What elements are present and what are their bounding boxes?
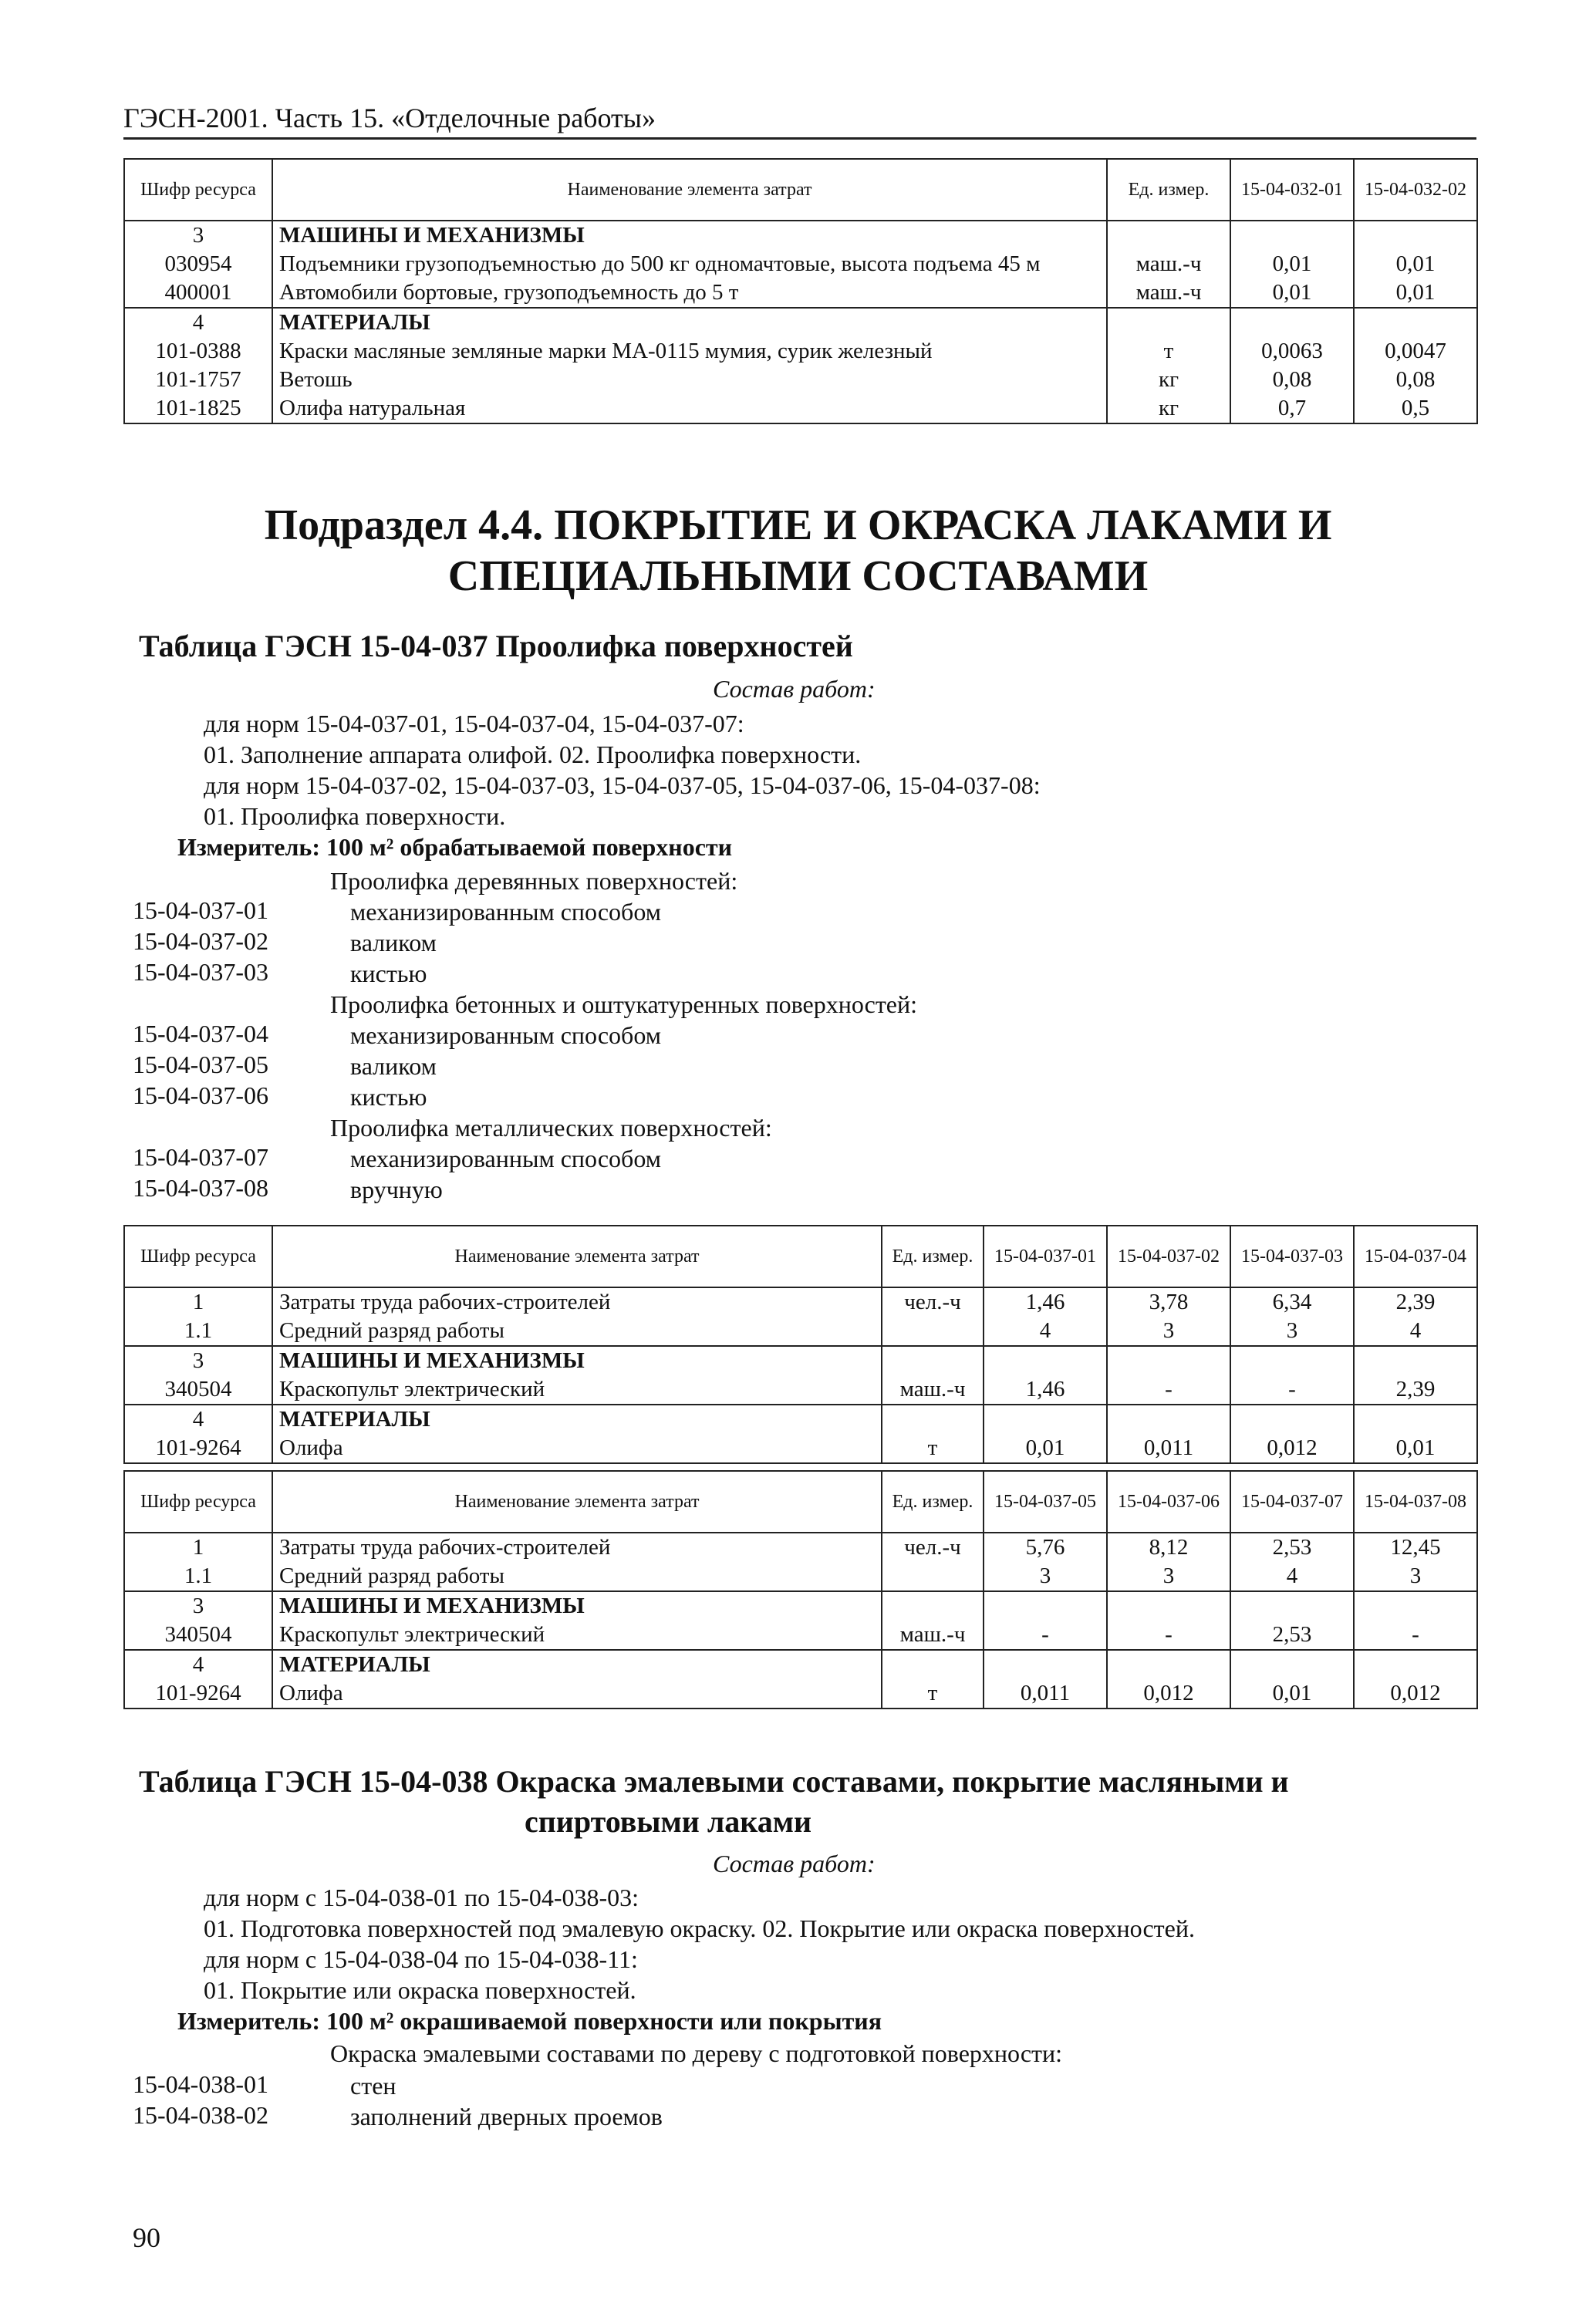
table-037-title: Таблица ГЭСН 15-04-037 Проолифка поверхностей (139, 629, 853, 663)
norm-value: - (1230, 1375, 1354, 1405)
norm-description: кистью (350, 960, 427, 987)
measure-038: Измеритель: 100 м² окрашиваемой поверхности или покрытия (177, 2007, 882, 2035)
norm-value: 0,5 (1354, 394, 1477, 423)
table-row (124, 250, 1477, 278)
norm-value: 0,01 (1354, 278, 1477, 308)
norm-code: 15-04-038-01 (133, 2070, 268, 2098)
column-header: 15-04-032-02 (1354, 159, 1477, 221)
norm-value: 0,08 (1354, 366, 1477, 394)
cost-element: Средний разряд работы (272, 1562, 882, 1591)
norm-value: 4 (1354, 1317, 1477, 1346)
resource-code: 400001 (124, 278, 272, 308)
norm-code: 15-04-037-08 (133, 1174, 268, 1202)
unit: маш.-ч (1107, 278, 1230, 308)
norm-value (1230, 1346, 1354, 1375)
table-row (124, 278, 1477, 308)
resource-code: 101-1825 (124, 394, 272, 423)
norm-value: 1,46 (984, 1375, 1107, 1405)
composition-line: 01. Покрытие или окраска поверхностей. (204, 1976, 636, 2004)
norm-code: 15-04-037-01 (133, 896, 268, 924)
resource-code: 1.1 (124, 1317, 272, 1346)
table-header-row (124, 1226, 1477, 1287)
norm-value: 0,012 (1354, 1679, 1477, 1709)
norm-value (984, 1650, 1107, 1679)
norm-code: 15-04-037-03 (133, 958, 268, 986)
norm-value (984, 1346, 1107, 1375)
composition-line: 01. Проолифка поверхности. (204, 802, 506, 830)
norm-value: 2,53 (1230, 1533, 1354, 1562)
norm-code: 15-04-037-07 (133, 1143, 268, 1171)
table-row (124, 1287, 1477, 1317)
column-header: Ед. измер. (882, 1226, 984, 1287)
composition-line: для норм с 15-04-038-04 по 15-04-038-11: (204, 1945, 638, 1973)
table-row (124, 1533, 1477, 1562)
resource-code: 101-9264 (124, 1434, 272, 1463)
norm-value: - (1107, 1621, 1230, 1650)
norm-value: 0,0063 (1230, 337, 1354, 366)
group-heading: Проолифка металлических поверхностей: (330, 1114, 772, 1142)
norm-description: механизированным способом (350, 898, 661, 926)
norm-code: 15-04-037-06 (133, 1081, 268, 1109)
norm-value: - (984, 1621, 1107, 1650)
measure-037: Измеритель: 100 м² обрабатываемой поверхности (177, 833, 733, 861)
column-header: 15-04-037-05 (984, 1471, 1107, 1533)
unit (1107, 308, 1230, 337)
section-row (124, 1405, 1477, 1434)
norm-code: 15-04-037-05 (133, 1051, 268, 1078)
norm-value: 0,011 (984, 1679, 1107, 1709)
cost-element: МАТЕРИАЛЫ (272, 1405, 882, 1434)
group-heading: Проолифка деревянных поверхностей: (330, 867, 738, 895)
column-header: 15-04-037-03 (1230, 1226, 1354, 1287)
norm-value: 4 (1230, 1562, 1354, 1591)
norm-value (1230, 221, 1354, 250)
table-15-04-037-01-04 (123, 1225, 1478, 1464)
group-heading: Проолифка бетонных и оштукатуренных поверхностей: (330, 990, 918, 1018)
norm-description: механизированным способом (350, 1021, 661, 1049)
column-header: 15-04-037-06 (1107, 1471, 1230, 1533)
norm-value (1107, 1405, 1230, 1434)
norm-value: 12,45 (1354, 1533, 1477, 1562)
cost-element: Краскопульт электрический (272, 1621, 882, 1650)
norm-value: 5,76 (984, 1533, 1107, 1562)
column-header: Ед. измер. (1107, 159, 1230, 221)
resource-code: 101-1757 (124, 366, 272, 394)
norm-value: 0,01 (984, 1434, 1107, 1463)
resource-code: 3 (124, 1346, 272, 1375)
table-038-title-line2: спиртовыми лаками (525, 1804, 811, 1839)
norm-value: 3 (1230, 1317, 1354, 1346)
norm-value: 0,01 (1354, 1434, 1477, 1463)
table-row (124, 1375, 1477, 1405)
unit: кг (1107, 366, 1230, 394)
subsection-title-line2: СПЕЦИАЛЬНЫМИ СОСТАВАМИ (447, 552, 1149, 600)
composition-line: для норм 15-04-037-01, 15-04-037-04, 15-04-037-07: (204, 710, 744, 737)
norm-value: - (1107, 1375, 1230, 1405)
norm-value: 8,12 (1107, 1533, 1230, 1562)
unit: чел.-ч (882, 1287, 984, 1317)
norm-value: 3,78 (1107, 1287, 1230, 1317)
section-row (124, 1346, 1477, 1375)
norm-description: стен (350, 2072, 396, 2100)
table-row (124, 1562, 1477, 1591)
composition-label-037: Состав работ: (713, 675, 876, 703)
resource-code: 1.1 (124, 1562, 272, 1591)
resource-code: 030954 (124, 250, 272, 278)
cost-element: МАТЕРИАЛЫ (272, 1650, 882, 1679)
norm-description: заполнений дверных проемов (350, 2103, 663, 2130)
resource-code: 101-9264 (124, 1679, 272, 1709)
column-header: Наименование элемента затрат (272, 1226, 882, 1287)
resource-code: 4 (124, 1650, 272, 1679)
norm-value: 0,01 (1354, 250, 1477, 278)
norm-value: 2,39 (1354, 1375, 1477, 1405)
norm-value (1107, 1650, 1230, 1679)
norm-value: 0,01 (1230, 1679, 1354, 1709)
unit: т (882, 1679, 984, 1709)
norm-value: 6,34 (1230, 1287, 1354, 1317)
unit: чел.-ч (882, 1533, 984, 1562)
norm-value (1354, 221, 1477, 250)
cost-element: Краскопульт электрический (272, 1375, 882, 1405)
norm-value (1107, 1346, 1230, 1375)
norm-value (984, 1591, 1107, 1621)
cost-element: МАШИНЫ И МЕХАНИЗМЫ (272, 221, 1107, 250)
unit (882, 1562, 984, 1591)
norm-value: 0,01 (1230, 250, 1354, 278)
norm-value: 0,08 (1230, 366, 1354, 394)
header-rule (123, 137, 1476, 140)
cost-element: Подъемники грузоподъемностью до 500 кг одномачтовые, высота подъема 45 м (272, 250, 1107, 278)
resource-code: 3 (124, 221, 272, 250)
norm-value (1230, 1405, 1354, 1434)
norm-value: 0,01 (1230, 278, 1354, 308)
norm-value: 0,012 (1107, 1679, 1230, 1709)
column-header: 15-04-037-01 (984, 1226, 1107, 1287)
unit: маш.-ч (882, 1621, 984, 1650)
norm-code: 15-04-037-02 (133, 927, 268, 955)
table-15-04-037-05-08 (123, 1470, 1478, 1709)
column-header: Ед. измер. (882, 1471, 984, 1533)
unit: т (882, 1434, 984, 1463)
section-row (124, 1650, 1477, 1679)
norm-description: валиком (350, 1052, 437, 1080)
unit (882, 1591, 984, 1621)
column-header: Шифр ресурса (124, 159, 272, 221)
column-header: Наименование элемента затрат (272, 159, 1107, 221)
cost-element: Олифа (272, 1679, 882, 1709)
table-038-title-line1: Таблица ГЭСН 15-04-038 Окраска эмалевыми составами, покрытие масляными и (139, 1764, 1289, 1799)
column-header: 15-04-032-01 (1230, 159, 1354, 221)
page-number: 90 (133, 2222, 160, 2253)
norm-code: 15-04-037-04 (133, 1020, 268, 1047)
table-header-row (124, 1471, 1477, 1533)
column-header: Шифр ресурса (124, 1226, 272, 1287)
resource-code: 101-0388 (124, 337, 272, 366)
column-header: 15-04-037-02 (1107, 1226, 1230, 1287)
column-header: Наименование элемента затрат (272, 1471, 882, 1533)
subsection-title-line1: Подраздел 4.4. ПОКРЫТИЕ И ОКРАСКА ЛАКАМИ И (264, 501, 1332, 549)
composition-line: для норм с 15-04-038-01 по 15-04-038-03: (204, 1884, 639, 1911)
norm-description: кистью (350, 1083, 427, 1111)
cost-element: Средний разряд работы (272, 1317, 882, 1346)
norm-value (1354, 1591, 1477, 1621)
cost-element: Олифа (272, 1434, 882, 1463)
column-header: 15-04-037-08 (1354, 1471, 1477, 1533)
norm-value: 0,012 (1230, 1434, 1354, 1463)
unit: кг (1107, 394, 1230, 423)
group-heading-038: Окраска эмалевыми составами по дереву с подготовкой поверхности: (330, 2039, 1063, 2067)
norm-value (1230, 1650, 1354, 1679)
norm-value (1354, 1346, 1477, 1375)
composition-line: 01. Заполнение аппарата олифой. 02. Проолифка поверхности. (204, 740, 862, 768)
resource-code: 1 (124, 1533, 272, 1562)
norm-value (1354, 1405, 1477, 1434)
cost-element: МАШИНЫ И МЕХАНИЗМЫ (272, 1346, 882, 1375)
norm-value (1354, 1650, 1477, 1679)
table-row (124, 1434, 1477, 1463)
cost-element: Олифа натуральная (272, 394, 1107, 423)
table-15-04-032 (123, 158, 1478, 424)
resource-code: 4 (124, 308, 272, 337)
norm-value: - (1354, 1621, 1477, 1650)
norm-value: 0,011 (1107, 1434, 1230, 1463)
norm-value: 0,0047 (1354, 337, 1477, 366)
unit (882, 1650, 984, 1679)
column-header: Шифр ресурса (124, 1471, 272, 1533)
running-header: ГЭСН-2001. Часть 15. «Отделочные работы» (123, 103, 656, 133)
norm-value: 3 (984, 1562, 1107, 1591)
cost-element: Краски масляные земляные марки МА-0115 мумия, сурик железный (272, 337, 1107, 366)
column-header: 15-04-037-04 (1354, 1226, 1477, 1287)
norm-value: 3 (1354, 1562, 1477, 1591)
section-row (124, 308, 1477, 337)
resource-code: 340504 (124, 1621, 272, 1650)
table-row (124, 366, 1477, 394)
cost-element: Затраты труда рабочих-строителей (272, 1533, 882, 1562)
column-header: 15-04-037-07 (1230, 1471, 1354, 1533)
norm-value (984, 1405, 1107, 1434)
norm-description: механизированным способом (350, 1145, 661, 1172)
table-header-row (124, 159, 1477, 221)
norm-value: 2,53 (1230, 1621, 1354, 1650)
norm-value: 0,7 (1230, 394, 1354, 423)
cost-element: Ветошь (272, 366, 1107, 394)
unit: т (1107, 337, 1230, 366)
table-row (124, 337, 1477, 366)
norm-value (1107, 1591, 1230, 1621)
norm-value (1230, 1591, 1354, 1621)
norm-code: 15-04-038-02 (133, 2101, 268, 2129)
norm-value (1230, 308, 1354, 337)
norm-value: 1,46 (984, 1287, 1107, 1317)
norm-value: 3 (1107, 1562, 1230, 1591)
composition-label-038: Состав работ: (713, 1850, 876, 1877)
table-row (124, 1317, 1477, 1346)
table-row (124, 1621, 1477, 1650)
resource-code: 4 (124, 1405, 272, 1434)
norm-description: вручную (350, 1176, 443, 1203)
unit: маш.-ч (882, 1375, 984, 1405)
resource-code: 340504 (124, 1375, 272, 1405)
norm-value: 3 (1107, 1317, 1230, 1346)
norm-value: 4 (984, 1317, 1107, 1346)
table-row (124, 394, 1477, 423)
norm-description: валиком (350, 929, 437, 956)
unit (882, 1346, 984, 1375)
cost-element: Автомобили бортовые, грузоподъемность до 5 т (272, 278, 1107, 308)
unit (1107, 221, 1230, 250)
resource-code: 3 (124, 1591, 272, 1621)
composition-line: для норм 15-04-037-02, 15-04-037-03, 15-04-037-05, 15-04-037-06, 15-04-037-08: (204, 771, 1041, 799)
section-row (124, 221, 1477, 250)
unit: маш.-ч (1107, 250, 1230, 278)
norm-value (1354, 308, 1477, 337)
unit (882, 1405, 984, 1434)
cost-element: Затраты труда рабочих-строителей (272, 1287, 882, 1317)
unit (882, 1317, 984, 1346)
norm-value: 2,39 (1354, 1287, 1477, 1317)
table-row (124, 1679, 1477, 1709)
cost-element: МАШИНЫ И МЕХАНИЗМЫ (272, 1591, 882, 1621)
cost-element: МАТЕРИАЛЫ (272, 308, 1107, 337)
resource-code: 1 (124, 1287, 272, 1317)
composition-line: 01. Подготовка поверхностей под эмалевую окраску. 02. Покрытие или окраска поверхностей. (204, 1914, 1195, 1942)
section-row (124, 1591, 1477, 1621)
